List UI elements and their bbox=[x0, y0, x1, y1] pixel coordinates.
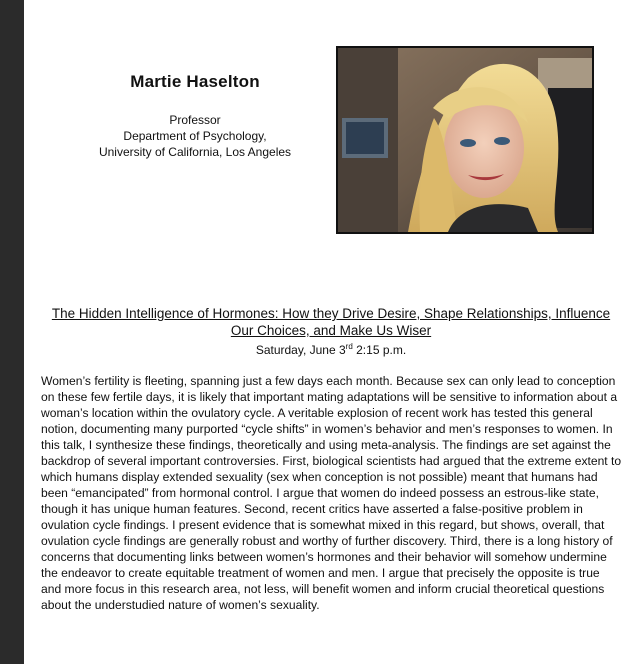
speaker-university: University of California, Los Angeles bbox=[98, 145, 292, 159]
talk-date-time: 2:15 p.m. bbox=[352, 343, 407, 357]
speaker-photo bbox=[336, 46, 594, 234]
talk-title: The Hidden Intelligence of Hormones: How they Drive Desire, Shape Relationships, Influence Our Choices, and Make Us Wiser bbox=[51, 306, 611, 338]
speaker-department: Department of Psychology, bbox=[123, 129, 267, 143]
talk-date-superscript: rd bbox=[345, 342, 353, 351]
talk-date bbox=[40, 342, 622, 357]
left-edge-bar bbox=[0, 0, 24, 664]
speaker-name: Martie Haselton bbox=[130, 72, 260, 91]
talk-date-prefix: Saturday, June 3 bbox=[255, 343, 346, 357]
speaker-title: Professor bbox=[169, 113, 221, 127]
speaker-info bbox=[70, 72, 320, 160]
talk-abstract: Women’s fertility is fleeting, spanning just a few days each month. Because sex can only lead to conception on these few fertile days, it is likely that important mating adaptations will be sensitive to information about a woman’s location within the ovulatory cycle. A veritable explosion of recent work has tested this general notion, documenting many purported “cycle shifts” in women’s behavior and men’s responses to women. In this talk, I synthesize these findings, theoretically and using meta-analysis. The findings are set against the backdrop of several important controversies. First, biological scientists had argued that the extreme extent to which humans display extended sexuality (sex when conception is not possible) meant that humans had been “emancipated” from hormonal control. I argue that women do indeed possess an estrous-like state, though it has unique human features. Second, recent critics have asserted a false-positive problem in ovulation cycle findings. I present evidence that is somewhat mixed in this regard, but shows, overall, that ovulation cycle findings are generally robust and worthy of further discovery. Third, there is a long history of concerns that documenting links between women’s hormones and their behavior will somehow undermine the endeavor to create equitable treatment of women and men. I argue that precisely the opposite is true and more focus in this research area, not less, will benefit women and inform crucial theoretical questions about the understudied nature of women’s sexuality. bbox=[41, 374, 622, 612]
